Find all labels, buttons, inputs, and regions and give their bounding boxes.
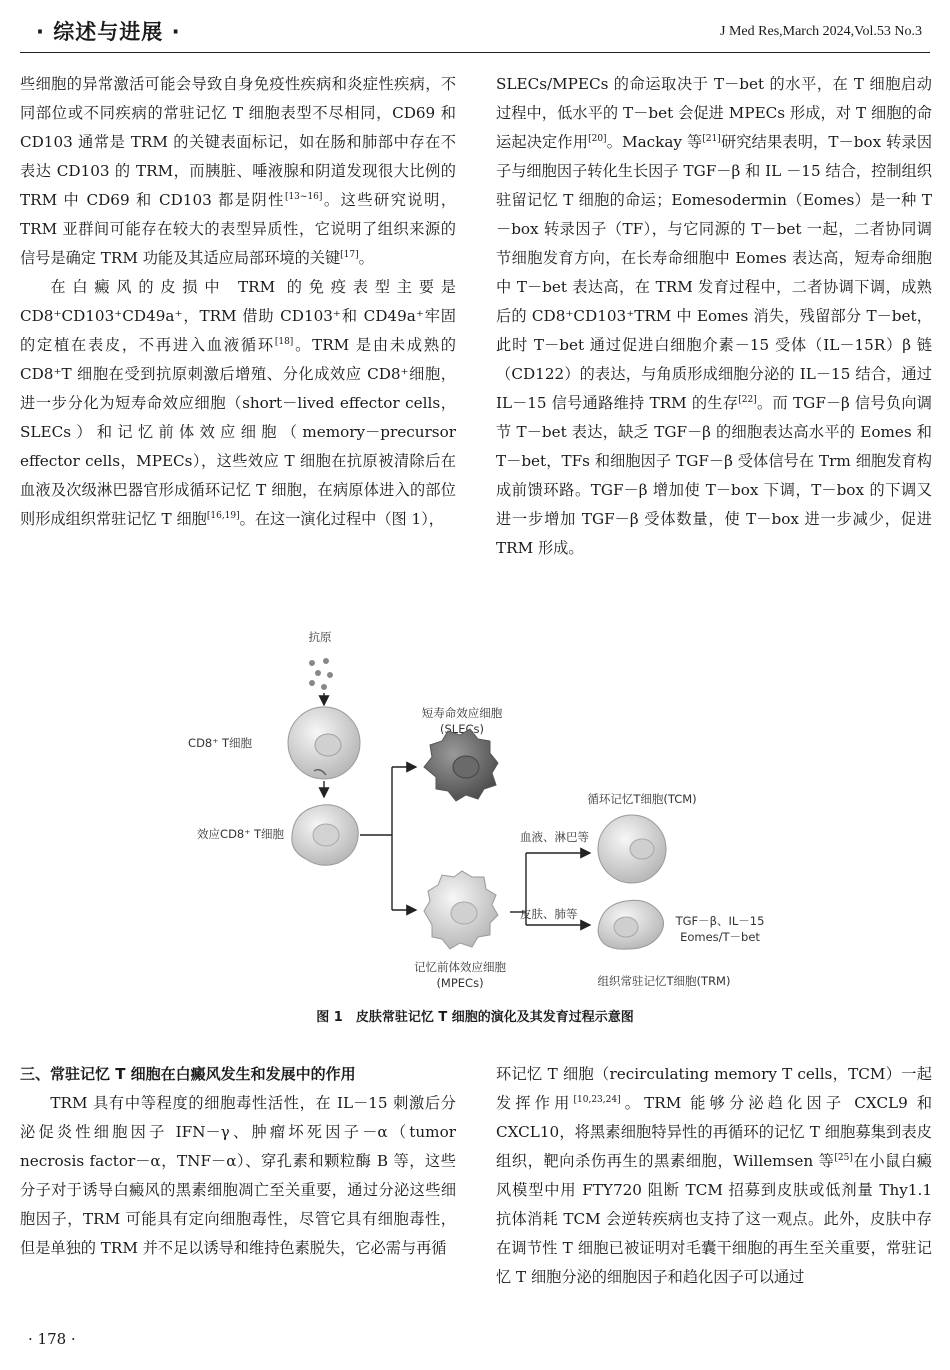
route-blood-label: 血液、淋巴等 bbox=[520, 830, 589, 844]
reference[interactable]: [25] bbox=[834, 1152, 853, 1163]
tcm-label: 循环记忆T细胞(TCM) bbox=[587, 792, 697, 806]
figure-1 bbox=[180, 625, 780, 995]
paragraph: SLECs/MPECs 的命运取决于 T－bet 的水平，在 T 细胞启动过程中，低水平的 T－bet 会促进 MPECs 形成，对 T 细胞的命运起决定作用[20]。Mackay 等[21]研究结果表明，T－box 转录因子与细胞因子转化生长因子 TGF－β 和 IL －15 结合，控制组织驻留记忆 T 细胞的命运；Eomesodermin（Eomes）是一种 T－box 转录因子（TF），与它同源的 T－bet 一起，二者协同调节细胞发育方向，在长寿命细胞中 Eomes 表达高，短寿命细胞中 T－bet 表达高，在 TRM 发育过程中，二者协调下调，成熟后的 CD8⁺CD103⁺TRM 中 Eomes 消失，残留部分 T－bet，此时 T－bet 通过促进白细胞介素－15 受体（IL－15R）β 链（CD122）的表达，与角质形成细胞分泌的 IL－15 结合，通过 IL－15 信号通路维持 TRM 的生存[22]。而 TGF－β 信号负向调节 T－bet 表达，缺乏 TGF－β 的细胞表达高水平的 Eomes 和 T－bet，TFs 和细胞因子 TGF－β 受体信号在 Trm 细胞发育构成前馈环路。TGF－β 增加使 T－box 下调，T－box 的下调又进一步增加 TGF－β 受体数量，使 T－box 进一步减少，促进 TRM 形成。 bbox=[496, 75, 933, 557]
factor-label-1: TGF－β、IL－15 bbox=[675, 914, 765, 928]
reference[interactable]: [18] bbox=[274, 336, 294, 347]
figure-caption: 图 1 皮肤常驻记忆 T 细胞的演化及其发育过程示意图 bbox=[316, 1010, 634, 1025]
effector-cd8-cell bbox=[292, 805, 358, 866]
journal-citation: J Med Res,March 2024,Vol.53 No.3 bbox=[720, 24, 922, 39]
page-header bbox=[20, 14, 930, 53]
slec-name-label: 短寿命效应细胞 bbox=[421, 706, 503, 720]
tcm-cell bbox=[598, 815, 666, 883]
right-column-bottom bbox=[496, 1060, 932, 1292]
paragraph: 环记忆 T 细胞（recirculating memory T cells，TCM）一起发挥作用[10,23,24]。TRM 能够分泌趋化因子 CXCL9 和 CXCL10，将黑素细胞特异性的再循环的记忆 T 细胞募集到表皮组织，靶向杀伤再生的黑素细胞，Willemsen 等[25]在小鼠白癜风模型中用 FTY720 阻断 TCM 招募到皮肤或低剂量 Thy1.1 抗体消耗 TCM 会逆转疾病也支持了这一观点。此外，皮肤中存在调节性 T 细胞已被证明对毛囊干细胞的再生至关重要，常驻记忆 T 细胞分泌的细胞因子和趋化因子可以通过 bbox=[496, 1065, 933, 1286]
route-skin-label: 皮肤、肺等 bbox=[520, 907, 578, 921]
paragraph: 在白癜风的皮损中 TRM 的免疫表型主要是 CD8⁺CD103⁺CD49a⁺，TRM 借助 CD103⁺和 CD49a⁺牢固的定植在表皮，不再进入血液循环[18]。TRM 是由未成熟的 CD8⁺T 细胞在受到抗原刺激后增殖、分化成效应 CD8⁺细胞，进一步分化为短寿命效应细胞（short－lived effector cells，SLECs）和记忆前体效应细胞（memory－precursor effector cells，MPECs），这些效应 T 细胞在抗原被清除后在血液及次级淋巴器官形成循环记忆 T 细胞，在病原体进入的部位则形成组织常驻记忆 T 细胞[16,19]。在这一演化过程中（图 1）， bbox=[20, 278, 456, 528]
slec-abbr-label: (SLECs) bbox=[440, 722, 484, 736]
section-title: 三、常驻记忆 T 细胞在白癜风发生和发展中的作用 bbox=[20, 1065, 356, 1083]
trm-cell bbox=[598, 900, 664, 949]
antigen-label: 抗原 bbox=[308, 630, 332, 644]
mpec-name-label: 记忆前体效应细胞 bbox=[414, 960, 506, 974]
trm-label: 组织常驻记忆T细胞(TRM) bbox=[597, 974, 731, 988]
left-column-bottom bbox=[20, 1060, 456, 1263]
right-column-top bbox=[496, 70, 932, 563]
reference[interactable]: [17] bbox=[340, 249, 359, 260]
mpec-abbr-label: (MPECs) bbox=[436, 976, 484, 990]
mpec-cell bbox=[424, 871, 498, 949]
effector-cd8-cell-label: 效应CD8⁺ T细胞 bbox=[197, 827, 284, 841]
reference[interactable]: [13~16] bbox=[284, 191, 323, 202]
reference[interactable]: [16,19] bbox=[206, 510, 240, 521]
cd8-t-cell-label: CD8⁺ T细胞 bbox=[188, 736, 252, 750]
antigen-particles bbox=[309, 658, 333, 690]
reference[interactable]: [21] bbox=[702, 133, 721, 144]
reference[interactable]: [22] bbox=[738, 394, 757, 405]
page-number: · 178 · bbox=[28, 1330, 76, 1348]
reference[interactable]: [20] bbox=[588, 133, 607, 144]
paragraph: 些细胞的异常激活可能会导致自身免疫性疾病和炎症性疾病，不同部位或不同疾病的常驻记忆 T 细胞表型不尽相同，CD69 和 CD103 通常是 TRM 的关键表面标记，如在肠和肺部中存在不表达 CD103 的 TRM，而胰脏、唾液腺和阴道发现很大比例的 TRM 中 CD69 和 CD103 都是阴性[13~16]。这些研究说明，TRM 亚群间可能存在较大的表型异质性，它说明了组织来源的信号是确定 TRM 功能及其适应局部环境的关键[17]。 bbox=[20, 75, 457, 267]
slec-cell bbox=[424, 729, 498, 801]
cd8-t-cell bbox=[288, 707, 360, 779]
reference[interactable]: [10,23,24] bbox=[573, 1094, 621, 1105]
paragraph: TRM 具有中等程度的细胞毒性活性，在 IL－15 刺激后分泌促炎性细胞因子 IFN－γ、肿瘤坏死因子－α（tumor necrosis factor－α，TNF－α）、穿孔素和颗粒酶 B 等，这些分子对于诱导白癜风的黑素细胞凋亡至关重要，通过分泌这些细胞因子，TRM 可能具有定向细胞毒性，尽管它具有细胞毒性，但是单独的 TRM 并不足以诱导和维持色素脱失，它必需与再循 bbox=[20, 1094, 456, 1257]
left-column-top bbox=[20, 70, 456, 534]
section-name: · 综述与进展 · bbox=[36, 20, 181, 44]
factor-label-2: Eomes/T－bet bbox=[680, 930, 760, 944]
figure-diagram bbox=[180, 625, 780, 995]
